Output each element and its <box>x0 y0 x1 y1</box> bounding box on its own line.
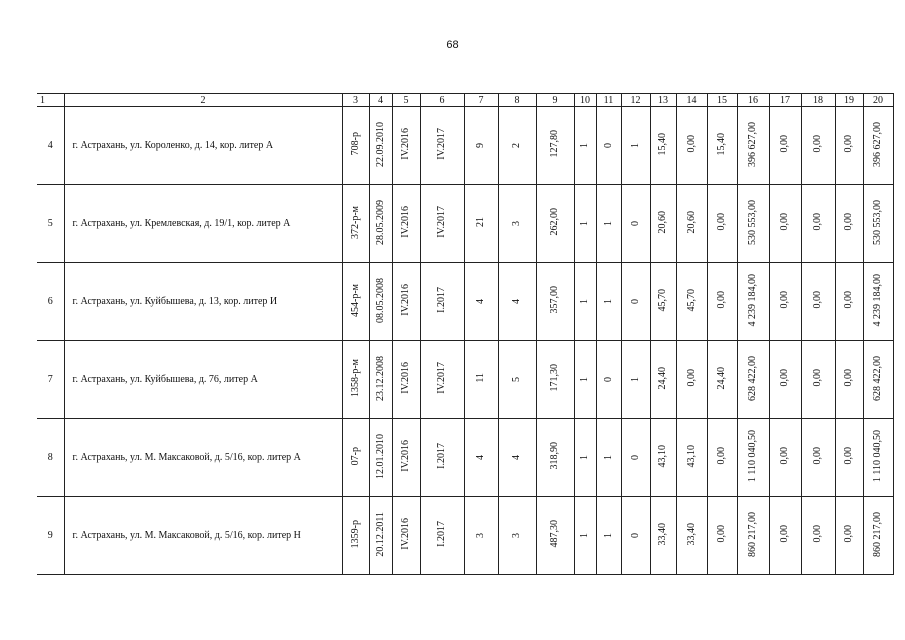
table-cell <box>392 263 420 341</box>
cell-value: I.2017 <box>436 443 447 469</box>
table-cell <box>650 497 676 575</box>
cell-value: 0,00 <box>685 135 697 153</box>
table-cell <box>464 341 498 419</box>
cell-value: 1358-р-м <box>349 359 361 397</box>
table-cell <box>574 263 596 341</box>
table-cell <box>863 497 893 575</box>
cell-value: 23.12.2008 <box>374 355 386 401</box>
column-header-11: 11 <box>596 94 621 107</box>
address-cell: г. Астрахань, ул. Куйбышева, д. 76, литер А <box>64 341 342 419</box>
table-cell <box>536 497 574 575</box>
cell-value: 396 627,00 <box>747 121 758 167</box>
table-cell <box>650 185 676 263</box>
table-cell <box>392 107 420 185</box>
cell-value: 0,00 <box>716 213 727 231</box>
cell-value: 4 <box>475 299 486 304</box>
cell-value: 1 <box>579 455 590 460</box>
cell-value: 4 239 184,00 <box>747 273 758 327</box>
table-cell <box>737 341 769 419</box>
cell-value: 396 627,00 <box>872 121 883 167</box>
table-cell <box>863 263 893 341</box>
cell-value: 127,80 <box>549 130 560 158</box>
table-cell <box>392 341 420 419</box>
column-header-17: 17 <box>769 94 801 107</box>
cell-value: 43,10 <box>685 444 697 468</box>
cell-value: 171,30 <box>549 364 560 392</box>
cell-value: I.2017 <box>436 521 447 547</box>
cell-value: 1 <box>579 377 590 382</box>
table-cell <box>464 107 498 185</box>
table-body <box>37 107 893 575</box>
table-cell <box>801 419 835 497</box>
table-cell <box>342 341 369 419</box>
cell-value: 1 <box>579 221 590 226</box>
table-cell <box>596 497 621 575</box>
table-cell <box>769 263 801 341</box>
table-cell <box>737 107 769 185</box>
table-cell <box>835 497 863 575</box>
table-cell <box>536 419 574 497</box>
table-cell <box>536 263 574 341</box>
table-cell <box>707 419 737 497</box>
cell-value: 9 <box>475 143 486 148</box>
address-cell: г. Астрахань, ул. Кремлевская, д. 19/1, кор. литер А <box>64 185 342 263</box>
cell-value: 0,00 <box>779 447 790 465</box>
table-cell <box>801 185 835 263</box>
table-cell <box>707 341 737 419</box>
table-cell <box>498 263 536 341</box>
cell-value: 530 553,00 <box>872 199 883 245</box>
cell-value: 0 <box>629 221 641 226</box>
cell-value: 0 <box>629 533 641 538</box>
table-cell <box>574 419 596 497</box>
cell-value: 45,70 <box>657 288 668 312</box>
table-cell <box>369 107 392 185</box>
column-header-14: 14 <box>676 94 707 107</box>
table-row <box>37 497 893 575</box>
cell-value: 0,00 <box>779 135 790 153</box>
cell-value: 0,00 <box>685 369 697 387</box>
column-header-9: 9 <box>536 94 574 107</box>
row-number-cell: 9 <box>37 497 64 575</box>
cell-value: 1 <box>602 221 614 226</box>
table-row <box>37 341 893 419</box>
cell-value: 0,00 <box>843 447 854 465</box>
page-number: 68 <box>446 39 459 51</box>
table-header <box>37 94 893 107</box>
table-cell <box>574 497 596 575</box>
cell-value: 20,60 <box>685 210 697 234</box>
cell-value: 1 110 040,50 <box>747 429 758 483</box>
address-cell: г. Астрахань, ул. М. Максаковой, д. 5/16, кор. литер Н <box>64 497 342 575</box>
cell-value: 0,00 <box>779 525 790 543</box>
table-row <box>37 419 893 497</box>
table-cell <box>574 185 596 263</box>
address-cell: г. Астрахань, ул. Куйбышева, д. 13, кор. литер И <box>64 263 342 341</box>
cell-value: 1 <box>602 299 614 304</box>
cell-value: 07-р <box>349 446 361 466</box>
table-cell <box>342 107 369 185</box>
table-cell <box>676 185 707 263</box>
table-cell <box>464 497 498 575</box>
table-cell <box>536 107 574 185</box>
table-cell <box>737 185 769 263</box>
cell-value: 24,40 <box>716 366 727 390</box>
cell-value: 28.05.2009 <box>374 199 386 245</box>
cell-value: I.2017 <box>436 287 447 313</box>
cell-value: 1359-р <box>349 519 361 549</box>
cell-value: 0,00 <box>779 213 790 231</box>
table-cell <box>707 185 737 263</box>
cell-value: 20.12.2011 <box>374 511 386 557</box>
table-cell <box>420 497 464 575</box>
table-cell <box>863 107 893 185</box>
table-cell <box>498 419 536 497</box>
cell-value: IV.2017 <box>436 362 447 394</box>
table-cell <box>835 263 863 341</box>
housing-table <box>37 93 894 575</box>
column-header-5: 5 <box>392 94 420 107</box>
table-cell <box>420 341 464 419</box>
column-header-12: 12 <box>621 94 650 107</box>
table-cell <box>420 185 464 263</box>
column-header-7: 7 <box>464 94 498 107</box>
table-cell <box>498 497 536 575</box>
table-cell <box>498 341 536 419</box>
cell-value: 1 <box>629 143 641 148</box>
table-cell <box>464 419 498 497</box>
table-cell <box>737 497 769 575</box>
table-cell <box>420 263 464 341</box>
cell-value: 454-р-м <box>349 283 361 317</box>
cell-value: 1 <box>579 143 590 148</box>
table-cell <box>574 341 596 419</box>
cell-value: 3 <box>475 533 486 538</box>
table-cell <box>621 263 650 341</box>
cell-value: IV.2016 <box>400 440 411 472</box>
cell-value: 1 110 040,50 <box>872 429 883 483</box>
table-cell <box>369 263 392 341</box>
cell-value: 3 <box>511 533 522 538</box>
table-row <box>37 263 893 341</box>
table-cell <box>769 107 801 185</box>
cell-value: 0,00 <box>716 525 727 543</box>
cell-value: 12.01.2010 <box>374 433 386 479</box>
cell-value: 24,40 <box>657 366 668 390</box>
column-header-4: 4 <box>369 94 392 107</box>
table-cell <box>707 107 737 185</box>
table-cell <box>835 419 863 497</box>
table-cell <box>801 263 835 341</box>
cell-value: 487,30 <box>549 520 560 548</box>
cell-value: 0,00 <box>843 213 854 231</box>
address-cell: г. Астрахань, ул. Короленко, д. 14, кор. литер А <box>64 107 342 185</box>
table-cell <box>621 419 650 497</box>
row-number-cell: 4 <box>37 107 64 185</box>
cell-value: 357,00 <box>549 286 560 314</box>
table-cell <box>650 107 676 185</box>
column-header-8: 8 <box>498 94 536 107</box>
cell-value: 0,00 <box>843 135 854 153</box>
table-cell <box>863 185 893 263</box>
cell-value: 0 <box>602 377 614 382</box>
table-cell <box>737 419 769 497</box>
table-cell <box>369 185 392 263</box>
cell-value: 1 <box>602 455 614 460</box>
cell-value: 4 <box>511 455 522 460</box>
cell-value: 530 553,00 <box>747 199 758 245</box>
table-cell <box>835 107 863 185</box>
table-cell <box>342 497 369 575</box>
table-cell <box>621 185 650 263</box>
cell-value: 3 <box>511 221 522 226</box>
table-cell <box>342 263 369 341</box>
table-cell <box>801 341 835 419</box>
cell-value: 262,00 <box>549 208 560 236</box>
column-header-2: 2 <box>64 94 342 107</box>
cell-value: 708-р <box>349 132 361 156</box>
column-header-16: 16 <box>737 94 769 107</box>
cell-value: 4 <box>475 455 486 460</box>
table-cell <box>369 419 392 497</box>
table-cell <box>676 419 707 497</box>
cell-value: 0,00 <box>716 447 727 465</box>
cell-value: 1 <box>579 533 590 538</box>
table-cell <box>676 263 707 341</box>
table-cell <box>392 185 420 263</box>
table-cell <box>621 107 650 185</box>
column-header-3: 3 <box>342 94 369 107</box>
cell-value: 0,00 <box>779 369 790 387</box>
row-number-cell: 6 <box>37 263 64 341</box>
cell-value: 372-р-м <box>349 205 361 239</box>
table-cell <box>498 185 536 263</box>
cell-value: IV.2017 <box>436 128 447 160</box>
cell-value: 860 217,00 <box>872 511 883 557</box>
cell-value: 0,00 <box>812 135 823 153</box>
cell-value: 860 217,00 <box>747 511 758 557</box>
table-cell <box>676 107 707 185</box>
table-cell <box>464 263 498 341</box>
column-header-1: 1 <box>37 94 64 107</box>
table-cell <box>498 107 536 185</box>
table-cell <box>676 341 707 419</box>
table-cell <box>769 419 801 497</box>
column-header-15: 15 <box>707 94 737 107</box>
cell-value: 08.05.2008 <box>374 277 386 323</box>
cell-value: 0,00 <box>812 213 823 231</box>
cell-value: 0,00 <box>843 369 854 387</box>
cell-value: 33,40 <box>685 522 697 546</box>
cell-value: 15,40 <box>716 132 727 156</box>
cell-value: IV.2016 <box>400 128 411 160</box>
table-cell <box>621 497 650 575</box>
cell-value: IV.2017 <box>436 206 447 238</box>
cell-value: 43,10 <box>657 444 668 468</box>
cell-value: 20,60 <box>657 210 668 234</box>
column-header-19: 19 <box>835 94 863 107</box>
table-cell <box>574 107 596 185</box>
cell-value: IV.2016 <box>400 518 411 550</box>
cell-value: IV.2016 <box>400 362 411 394</box>
table-cell <box>801 107 835 185</box>
table-cell <box>392 419 420 497</box>
table-cell <box>596 185 621 263</box>
address-cell: г. Астрахань, ул. М. Максаковой, д. 5/16, кор. литер А <box>64 419 342 497</box>
cell-value: 0,00 <box>812 369 823 387</box>
table-cell <box>342 419 369 497</box>
cell-value: 0,00 <box>716 291 727 309</box>
cell-value: 318,90 <box>549 442 560 470</box>
cell-value: 0,00 <box>812 525 823 543</box>
table-cell <box>536 341 574 419</box>
cell-value: IV.2016 <box>400 284 411 316</box>
cell-value: 0 <box>629 455 641 460</box>
table-cell <box>536 185 574 263</box>
table-cell <box>835 185 863 263</box>
cell-value: IV.2016 <box>400 206 411 238</box>
table-cell <box>707 263 737 341</box>
cell-value: 15,40 <box>657 132 668 156</box>
table-cell <box>863 341 893 419</box>
table-cell <box>596 341 621 419</box>
cell-value: 11 <box>475 373 486 383</box>
row-number-cell: 7 <box>37 341 64 419</box>
table-cell <box>342 185 369 263</box>
cell-value: 0,00 <box>843 291 854 309</box>
table-cell <box>650 419 676 497</box>
cell-value: 33,40 <box>657 522 668 546</box>
table-cell <box>863 419 893 497</box>
cell-value: 0,00 <box>779 291 790 309</box>
cell-value: 0,00 <box>812 447 823 465</box>
cell-value: 1 <box>602 533 614 538</box>
table-cell <box>369 497 392 575</box>
cell-value: 0,00 <box>843 525 854 543</box>
table-row <box>37 107 893 185</box>
table-cell <box>801 497 835 575</box>
table-cell <box>737 263 769 341</box>
table-cell <box>464 185 498 263</box>
row-number-cell: 8 <box>37 419 64 497</box>
cell-value: 0 <box>629 299 641 304</box>
table-cell <box>596 107 621 185</box>
column-header-20: 20 <box>863 94 893 107</box>
cell-value: 0,00 <box>812 291 823 309</box>
table-cell <box>621 341 650 419</box>
column-header-13: 13 <box>650 94 676 107</box>
column-header-6: 6 <box>420 94 464 107</box>
cell-value: 21 <box>475 217 486 227</box>
table-cell <box>420 107 464 185</box>
cell-value: 2 <box>511 143 522 148</box>
column-header-10: 10 <box>574 94 596 107</box>
table-cell <box>769 185 801 263</box>
table-cell <box>650 263 676 341</box>
table-cell <box>835 341 863 419</box>
cell-value: 1 <box>579 299 590 304</box>
row-number-cell: 5 <box>37 185 64 263</box>
cell-value: 4 239 184,00 <box>872 273 883 327</box>
table-cell <box>596 263 621 341</box>
table-row <box>37 185 893 263</box>
cell-value: 45,70 <box>685 288 697 312</box>
cell-value: 22.09.2010 <box>374 121 386 167</box>
table-cell <box>596 419 621 497</box>
cell-value: 5 <box>511 377 522 382</box>
table-cell <box>369 341 392 419</box>
table-cell <box>707 497 737 575</box>
cell-value: 628 422,00 <box>747 355 758 401</box>
cell-value: 1 <box>629 377 641 382</box>
cell-value: 0 <box>602 143 614 148</box>
cell-value: 628 422,00 <box>872 355 883 401</box>
table-cell <box>769 341 801 419</box>
table-cell <box>420 419 464 497</box>
table-cell <box>676 497 707 575</box>
table-cell <box>769 497 801 575</box>
cell-value: 4 <box>511 299 522 304</box>
table-cell <box>392 497 420 575</box>
table-cell <box>650 341 676 419</box>
column-header-18: 18 <box>801 94 835 107</box>
